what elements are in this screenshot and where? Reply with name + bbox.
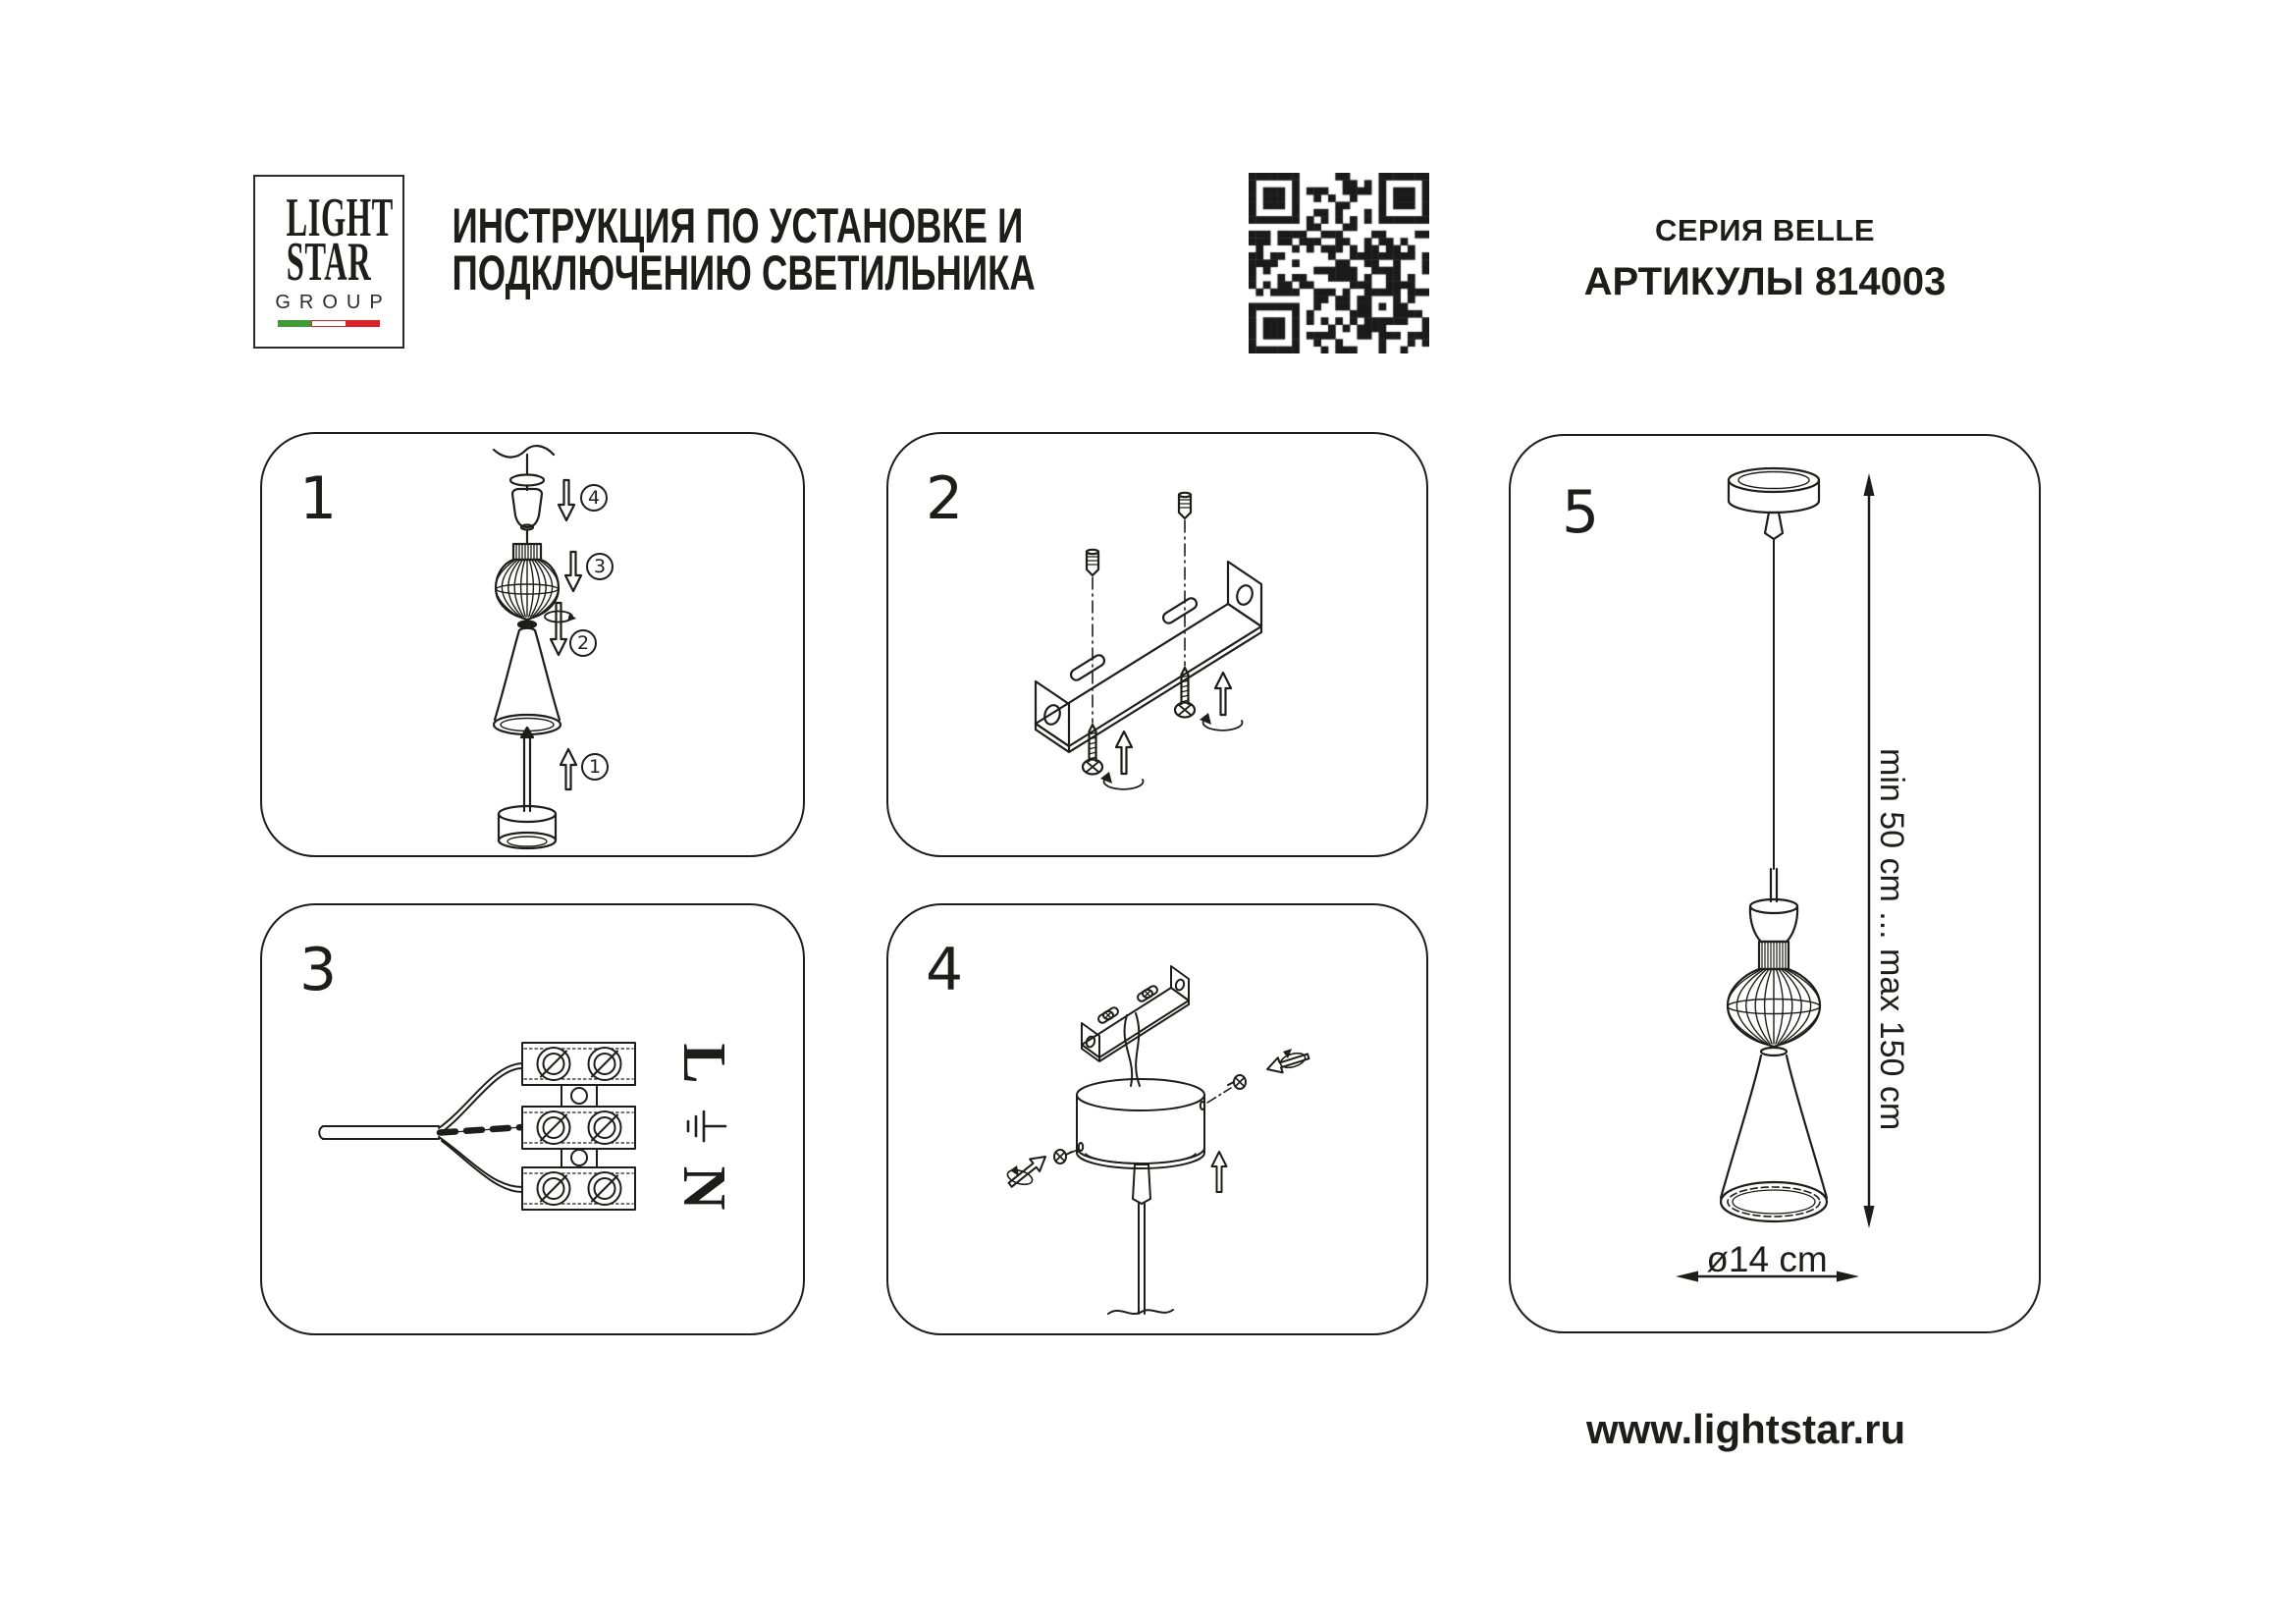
panel-step-5 — [1509, 434, 2041, 1333]
bracket-mounting-drawing — [888, 434, 1430, 859]
panel-number: 4 — [926, 936, 964, 1004]
panel-step-1 — [260, 432, 805, 857]
earth-icon — [688, 1111, 725, 1141]
holder — [1750, 899, 1797, 913]
diameter-dimension-label: ø14 cm — [1706, 1239, 1828, 1279]
articles-label: АРТИКУЛЫ 814003 — [1583, 260, 1947, 303]
panel-step-2 — [886, 432, 1428, 857]
bracket-bar — [1082, 988, 1189, 1057]
ring-part — [510, 475, 544, 486]
bracket-slot — [1161, 596, 1199, 624]
logo-light: LIGHT — [286, 188, 394, 248]
terminal-label-neutral: N — [670, 1165, 737, 1211]
bracket-slot — [1069, 653, 1106, 681]
website-link: www.lightstar.ru — [1586, 1406, 1906, 1452]
up-arrow-icon — [561, 749, 576, 789]
led-module-part — [499, 806, 556, 822]
socket-cup-part — [512, 489, 542, 527]
wires — [1125, 1015, 1133, 1086]
up-arrow-icon — [1212, 1152, 1227, 1192]
lamp-exploded-drawing — [262, 434, 807, 859]
page-title: ИНСТРУКЦИЯ ПО УСТАНОВКЕ И ПОДКЛЮЧЕНИЮ СВЕТИЛЬНИКА — [452, 198, 1036, 300]
panel-step-4 — [886, 903, 1428, 1335]
terminal-block — [522, 1043, 635, 1210]
wiring-drawing — [262, 905, 807, 1337]
assembled-lamp-drawing — [1511, 436, 2043, 1335]
wall-plug — [1087, 550, 1098, 554]
canopy — [1077, 1079, 1204, 1110]
cable-break — [1108, 1310, 1173, 1314]
qr-code — [1249, 173, 1429, 353]
height-dimension-label: min 50 cm ... max 150 cm — [1873, 748, 1910, 1131]
cone-shade-part — [495, 630, 519, 720]
cable-wave — [494, 446, 554, 458]
series-block — [1568, 213, 1962, 304]
panel-number: 2 — [926, 464, 964, 533]
wall-plug — [1179, 493, 1191, 497]
logo-star: STAR — [286, 232, 372, 293]
phase-wire — [440, 1127, 522, 1133]
up-arrow-icon — [1215, 673, 1231, 715]
supply-cable — [323, 1126, 439, 1139]
logo-group: GROUP — [275, 292, 392, 313]
panel-number: 1 — [299, 464, 338, 533]
terminal-label-line: L — [670, 1043, 737, 1084]
down-arrow-icon — [565, 552, 581, 591]
italian-flag-icon — [278, 320, 381, 327]
panel-step-3 — [260, 903, 805, 1335]
step-badge: 3 — [586, 553, 614, 580]
bracket-flange — [1082, 1023, 1099, 1057]
step-badge: 2 — [569, 629, 597, 657]
canopy-mounting-drawing — [888, 905, 1430, 1337]
lightstar-logo — [253, 175, 404, 349]
up-arrow-icon — [1116, 731, 1132, 774]
series-label: СЕРИЯ BELLE — [1654, 213, 1876, 247]
cone-shade — [1721, 1056, 1761, 1198]
step-badge: 4 — [580, 484, 608, 512]
step-badge: 1 — [581, 753, 609, 781]
down-arrow-icon — [559, 480, 574, 520]
strain-relief — [1133, 1164, 1150, 1204]
panel-number: 5 — [1562, 478, 1600, 547]
panel-number: 3 — [299, 936, 338, 1004]
